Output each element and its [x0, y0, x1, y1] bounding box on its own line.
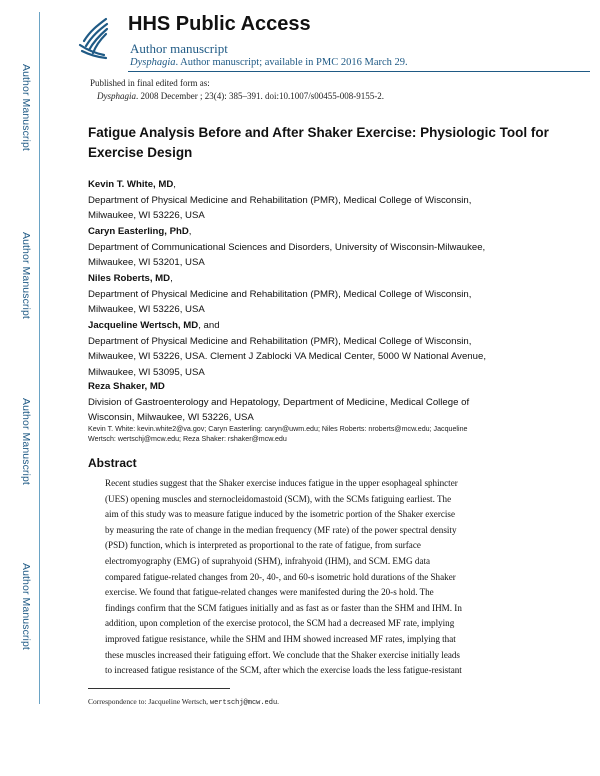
author-suffix: , — [170, 273, 173, 284]
author-name: Jacqueline Wertsch, MD — [88, 320, 199, 331]
correspondence-footnote — [88, 697, 279, 707]
author-suffix: , — [173, 179, 176, 190]
author-emails — [88, 424, 568, 444]
abstract-line: compared fatigue-related changes from 20-, 40-, and 60-s isometric hold durations of the Shaker — [105, 571, 456, 582]
author-block — [88, 177, 568, 224]
affiliation-line: Milwaukee, WI 53095, USA — [88, 366, 205, 378]
abstract-line: aim of this study was to measure fatigue induced by the isometric portion of the Shaker exercise — [105, 509, 456, 520]
abstract-line: electromyography (EMG) of suprahyoid (SHM), infrahyoid (IHM), and SCM. EMG data — [105, 555, 431, 566]
affiliation-line: Department of Physical Medicine and Rehabilitation (PMR), Medical College of Wisconsin, — [88, 335, 472, 347]
abstract-line: (UES) opening muscles and sternocleidomastoid (SCM), with the SCMs fatiguing earliest. The — [105, 493, 452, 504]
abstract-line: these muscles increased their fatiguing effort. We conclude that the Shaker exercise initially leads — [105, 649, 460, 660]
author-name: Reza Shaker, MD — [88, 381, 165, 392]
citation-journal: Dysphagia — [97, 91, 136, 101]
email-line: Wertsch: wertschj@mcw.edu; Reza Shaker: rshaker@mcw.edu — [88, 435, 287, 443]
hhs-eagle-icon — [76, 15, 112, 61]
affiliation-line: Milwaukee, WI 53226, USA — [88, 210, 205, 221]
abstract-line: to increased fatigue resistance of the SCM, after which the exercise loads the less fatigue-resistant — [105, 665, 462, 676]
availability-journal: Dysphagia — [130, 57, 176, 68]
author-suffix: , and — [198, 320, 220, 331]
author-name: Caryn Easterling, PhD — [88, 226, 189, 237]
citation-line — [97, 91, 384, 101]
sidebar-label: Author Manuscript — [20, 563, 32, 650]
affiliation-line: Milwaukee, WI 53226, USA — [88, 304, 205, 315]
citation-details: . 2008 December ; 23(4): 385–391. doi:10.1007/s00455-008-9155-2. — [136, 91, 384, 101]
manuscript-type: Author manuscript — [130, 41, 228, 56]
abstract-line: Recent studies suggest that the Shaker exercise induces fatigue in the upper esophageal sphincter — [105, 478, 458, 488]
affiliation-line: Division of Gastroenterology and Hepatology, Department of Medicine, Medical College of — [88, 396, 470, 408]
abstract-line: addition, upon completion of the exercise protocol, the SCM had a decreased MF rate, implying — [105, 618, 455, 629]
published-in-line: Published in final edited form as: — [90, 78, 210, 88]
affiliation-line: Department of Physical Medicine and Rehabilitation (PMR), Medical College of Wisconsin, — [88, 194, 472, 206]
sidebar-label: Author Manuscript — [20, 64, 32, 151]
sidebar-label: Author Manuscript — [20, 398, 32, 485]
footnote-end: . — [277, 697, 280, 706]
email-line: Kevin T. White: kevin.white2@va.gov; Caryn Easterling: caryn@uwm.edu; Niles Roberts: nroberts@mcw.edu; Jacqueline — [88, 425, 468, 433]
author-suffix: , — [188, 226, 192, 237]
author-block — [88, 271, 568, 318]
abstract-line: improved fatigue resistance, while the SHM and IHM showed increased MF rates, implying that — [105, 633, 456, 644]
author-name: Niles Roberts, MD — [88, 273, 171, 284]
article-title: Fatigue Analysis Before and After Shaker Exercise: Physiologic Tool for Exercise Design — [88, 125, 549, 160]
availability-line — [130, 57, 408, 68]
footnote-rule — [88, 688, 230, 689]
abstract-line: findings confirm that the SCM fatigues initially and as fast as or faster than the SHM and IHM. In — [105, 602, 462, 613]
repository-title: HHS Public Access — [128, 13, 311, 35]
author-name: Kevin T. White, MD — [88, 179, 174, 190]
abstract-line: by measuring the rate of change in the median frequency (MF rate) of the power spectral density — [105, 524, 457, 535]
correspondence-label: Correspondence to: Jacqueline Wertsch, — [88, 697, 210, 706]
author-block — [88, 224, 568, 271]
correspondence-email[interactable]: wertschj@mcw.edu — [209, 699, 278, 707]
abstract-heading: Abstract — [88, 456, 137, 470]
header-rule — [128, 71, 590, 72]
abstract-body — [105, 476, 579, 679]
affiliation-line: Department of Physical Medicine and Rehabilitation (PMR), Medical College of Wisconsin, — [88, 288, 472, 300]
author-block — [88, 318, 568, 380]
affiliation-line: Department of Communicational Sciences and Disorders, University of Wisconsin-Milwaukee, — [88, 241, 486, 253]
abstract-line: (PSD) function, which is interpreted as proportional to the rate of fatigue, from surface — [105, 540, 421, 551]
abstract-line: exercise. We found that fatigue-related changes were manifested during the 20-s hold. The — [105, 587, 434, 598]
affiliation-line: Milwaukee, WI 53226, USA. Clement J Zablocki VA Medical Center, 5000 W National Avenue, — [88, 351, 486, 362]
affiliation-line: Milwaukee, WI 53201, USA — [88, 257, 205, 268]
sidebar-divider — [39, 12, 40, 704]
author-block — [88, 379, 568, 426]
affiliation-line: Wisconsin, Milwaukee, WI 53226, USA — [88, 412, 254, 423]
sidebar-label: Author Manuscript — [20, 232, 32, 319]
availability-text: . Author manuscript; available in PMC 2016 March 29. — [175, 57, 408, 68]
